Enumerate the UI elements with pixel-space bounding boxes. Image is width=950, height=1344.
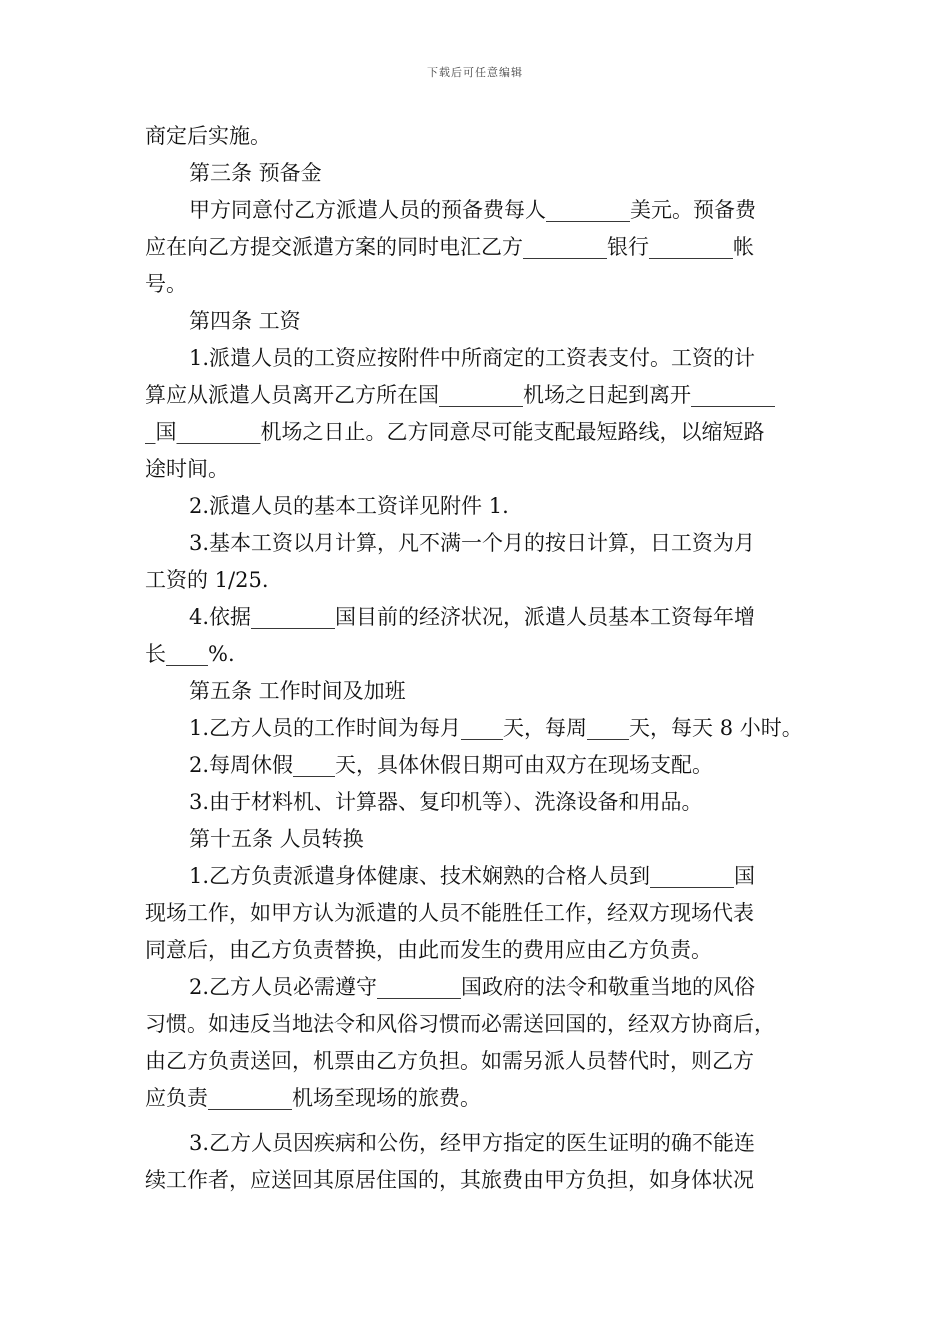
text-line: 算应从派遣人员离开乙方所在国________机场之日起到离开________ [145,383,775,407]
paragraph-gap [145,1117,809,1125]
document-body [145,118,809,1199]
text-line: 由乙方负责送回，机票由乙方负担。如需另派人员替代时，则乙方 [145,1049,754,1073]
text-line: 3.由于材料机、计算器、复印机等）、洗涤设备和用品。 [189,790,703,814]
page-header: 下载后可任意编辑 [427,66,523,79]
text-line: 号。 [145,272,187,296]
text-line: 现场工作，如甲方认为派遣的人员不能胜任工作，经双方现场代表 [145,901,754,925]
text-line: 1.乙方负责派遣身体健康、技术娴熟的合格人员到________国 [189,864,756,888]
text-line: 1.乙方人员的工作时间为每月____天，每周____天，每天 8 小时。 [189,716,803,740]
text-line: 途时间。 [145,457,229,481]
section-heading: 第三条 预备金 [189,161,322,185]
text-line: 习惯。如违反当地法令和风俗习惯而必需送回国的，经双方协商后， [145,1012,775,1036]
section-heading: 第四条 工资 [189,309,301,333]
text-line: 长____%. [145,642,235,666]
text-line: 应负责________机场至现场的旅费。 [145,1086,481,1110]
text-line: 3.乙方人员因疾病和公伤，经甲方指定的医生证明的确不能连 [189,1131,756,1155]
text-line: 2.乙方人员必需遵守________国政府的法令和敬重当地的风俗 [189,975,756,999]
text-line: 4.依据________国目前的经济状况，派遣人员基本工资每年增 [189,605,756,629]
text-line: 商定后实施。 [145,124,271,148]
text-line: 工资的 1/25. [145,568,269,592]
text-line: 2.派遣人员的基本工资详见附件 1. [189,494,509,518]
text-line: 应在向乙方提交派遣方案的同时电汇乙方________银行________帐 [145,235,754,259]
text-line: 同意后，由乙方负责替换，由此而发生的费用应由乙方负责。 [145,938,712,962]
section-heading: 第十五条 人员转换 [189,827,364,851]
text-line: _国________机场之日止。乙方同意尽可能支配最短路线，以缩短路 [145,420,765,444]
text-line: 续工作者，应送回其原居住国的，其旅费由甲方负担，如身体状况 [145,1168,754,1192]
section-heading: 第五条 工作时间及加班 [189,679,406,703]
text-line: 甲方同意付乙方派遣人员的预备费每人________美元。预备费 [189,198,756,222]
text-line: 3.基本工资以月计算，凡不满一个月的按日计算，日工资为月 [189,531,756,555]
text-line: 1.派遣人员的工资应按附件中所商定的工资表支付。工资的计 [189,346,756,370]
text-line: 2.每周休假____天，具体休假日期可由双方在现场支配。 [189,753,714,777]
